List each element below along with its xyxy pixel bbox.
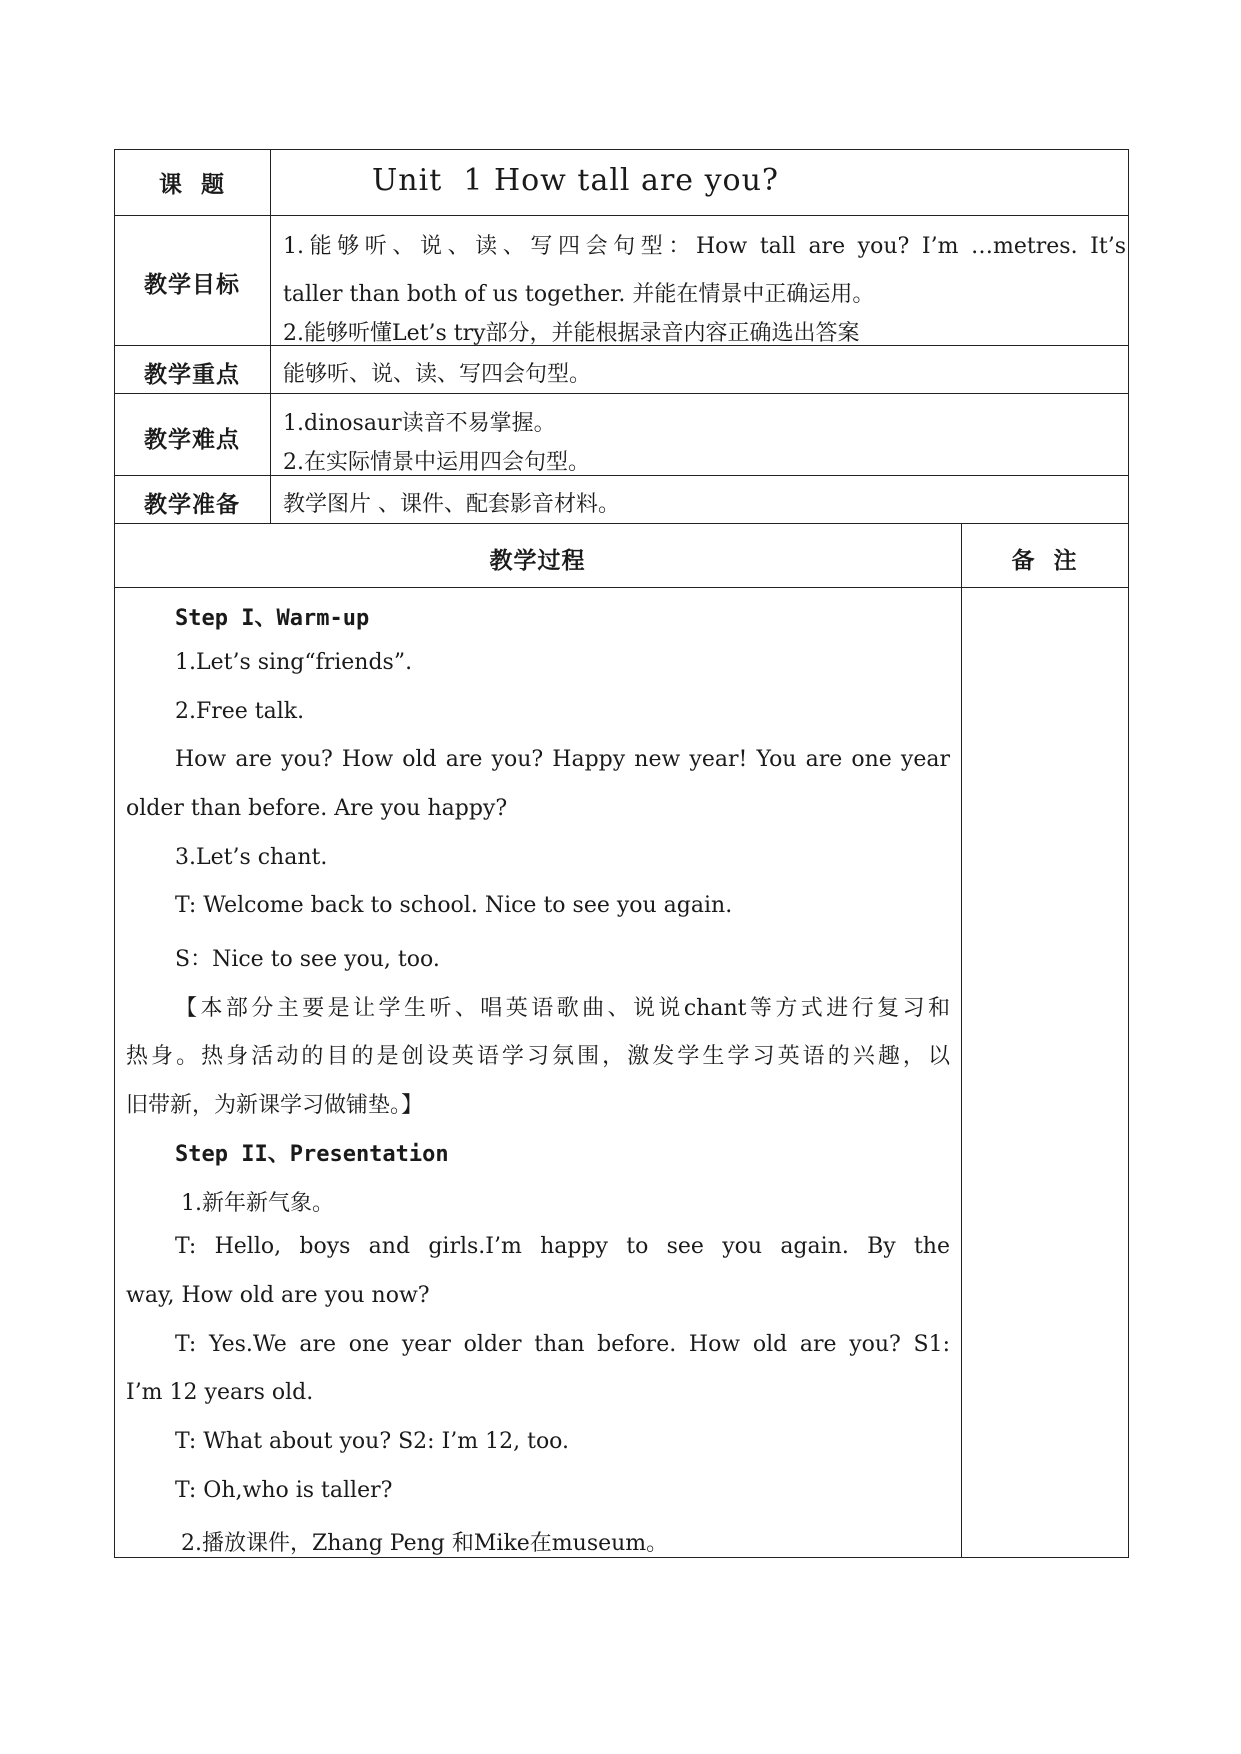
process-line: T: Oh,who is taller? (175, 1478, 393, 1503)
key-points-text: 能够听、说、读、写四会句型。 (283, 362, 592, 387)
objectives-line-1: 1.能够听、说、读、写四会句型：How tall are you? I’m …metres. It’s (283, 234, 1126, 259)
process-line: 3.Let’s chant. (175, 845, 328, 870)
topic-title: Unit 1 How tall are you? (372, 163, 779, 198)
process-line: way, How old are you now? (126, 1283, 430, 1308)
process-line: 1.新年新气象。 (181, 1191, 334, 1216)
process-line: 旧带新，为新课学习做铺垫。】 (126, 1093, 424, 1118)
table-line-after-process-heading (114, 587, 1129, 588)
preparation-label: 教学准备 (144, 492, 240, 518)
process-line: 2.Free talk. (175, 699, 305, 724)
difficulties-label: 教学难点 (144, 427, 240, 453)
table-line-after-difficulties (114, 475, 1129, 476)
difficulties-line-2: 2.在实际情景中运用四会句型。 (283, 450, 590, 475)
process-heading: 教学过程 (489, 548, 586, 574)
process-line: T: Welcome back to school. Nice to see you again. (175, 893, 733, 918)
topic-label: 课 题 (158, 172, 225, 198)
table-line-after-topic (114, 215, 1129, 216)
objectives-label: 教学目标 (144, 272, 240, 298)
label-column-divider (270, 149, 271, 524)
table-border-bottom (114, 1557, 1129, 1558)
process-line: 热身。热身活动的目的是创设英语学习氛围，激发学生学习英语的兴趣，以 (126, 1044, 950, 1069)
notes-column-divider (961, 523, 962, 1558)
process-line: T: Yes.We are one year older than before. How old are you? S1: (175, 1332, 950, 1357)
process-line: T: What about you? S2: I’m 12, too. (175, 1429, 570, 1454)
notes-heading: 备 注 (1011, 548, 1078, 574)
step-1-heading: Step I、Warm-up (175, 606, 370, 631)
step-2-heading: Step II、Presentation (175, 1142, 449, 1167)
process-line: 【本部分主要是让学生听、唱英语歌曲、说说chant等方式进行复习和 (175, 996, 950, 1021)
difficulties-line-1: 1.dinosaur读音不易掌握。 (283, 411, 556, 436)
table-line-after-preparation (114, 523, 1129, 524)
objectives-line-3: 2.能够听懂Let’s try部分，并能根据录音内容正确选出答案 (283, 321, 860, 346)
process-line: T: Hello, boys and girls.I’m happy to see you again. By the (175, 1234, 950, 1259)
process-line: How are you? How old are you? Happy new year! You are one year (175, 747, 950, 772)
preparation-text: 教学图片 、课件、配套影音材料。 (283, 492, 620, 517)
table-border-top (114, 149, 1129, 150)
process-line: 2.播放课件，Zhang Peng 和Mike在museum。 (181, 1531, 669, 1556)
process-line: 1.Let’s sing“friends”. (175, 650, 413, 675)
process-line: S：Nice to see you, too. (175, 947, 440, 972)
process-line: older than before. Are you happy? (126, 796, 508, 821)
table-border-right (1128, 149, 1129, 1558)
key-points-label: 教学重点 (144, 362, 240, 388)
objectives-line-2: taller than both of us together. 并能在情景中正确运用。 (283, 282, 875, 307)
table-line-after-keypoints (114, 393, 1129, 394)
process-line: I’m 12 years old. (126, 1380, 314, 1405)
